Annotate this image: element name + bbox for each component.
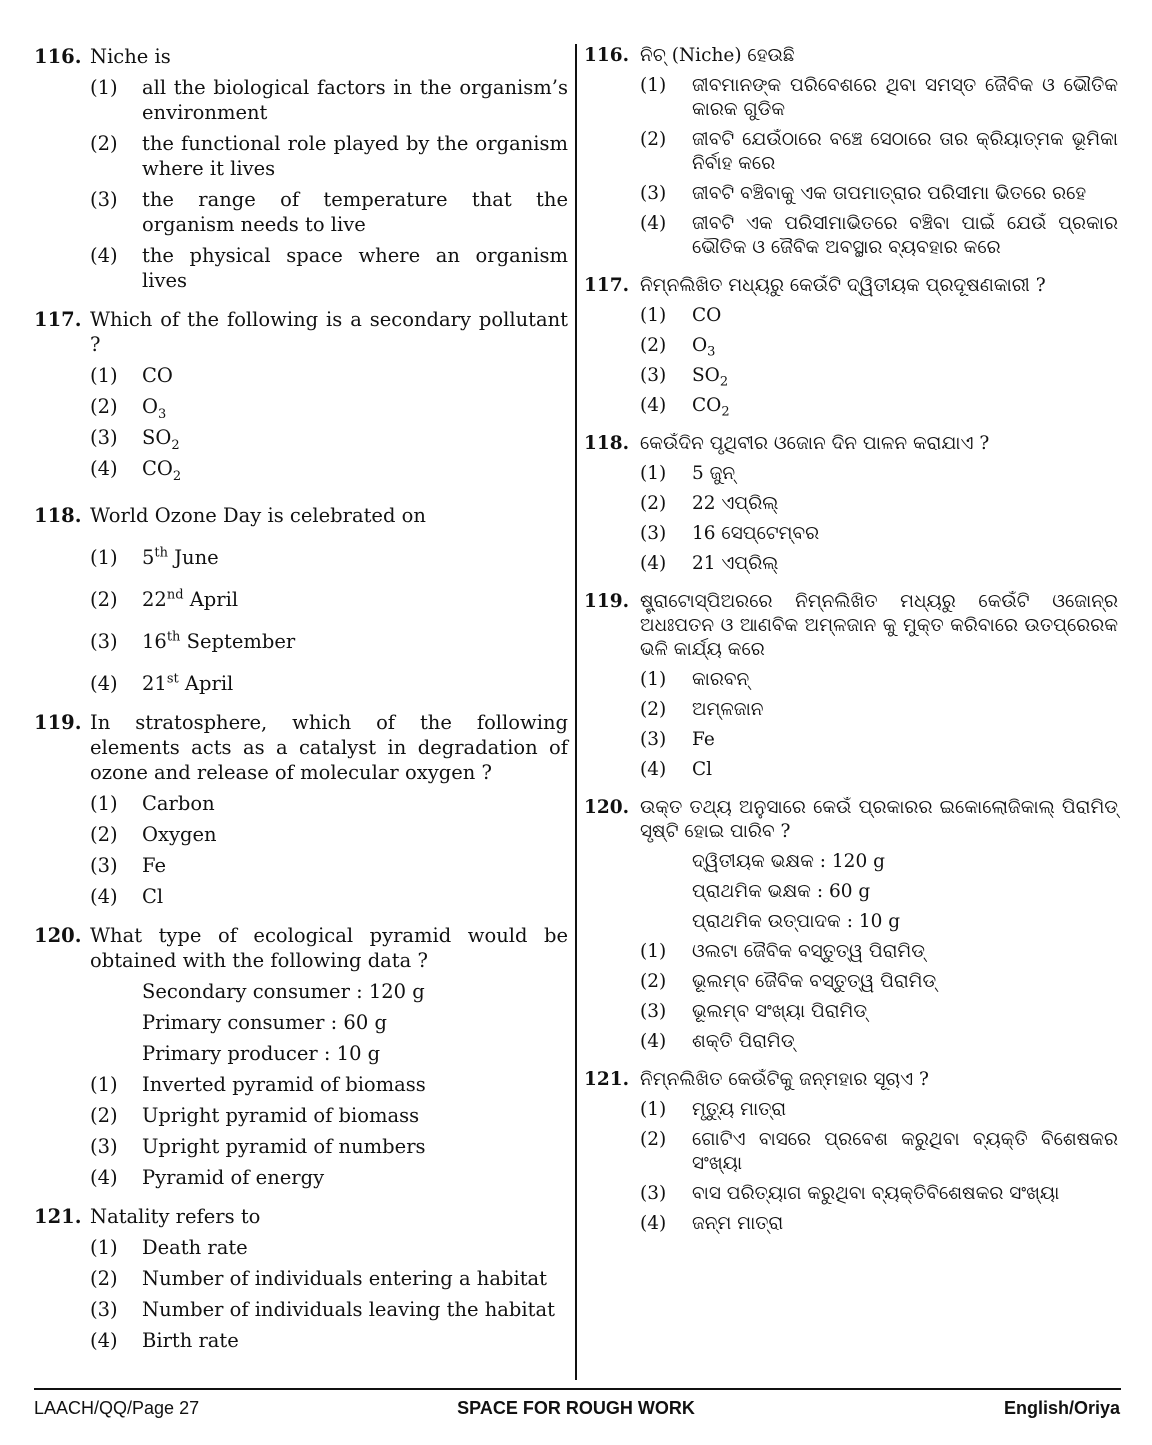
option-text: 16 ସେପ୍ଟେମ୍ବର <box>692 523 820 544</box>
question-number: 121. <box>34 1205 82 1228</box>
option-1 <box>640 1098 1118 1122</box>
question-121-en <box>34 1204 568 1353</box>
option-number: (2) <box>640 971 667 992</box>
question-number: 116. <box>584 45 630 66</box>
question-number: 118. <box>34 504 82 527</box>
option-text: ଗୋଟିଏ ବାସରେ ପ୍ରବେଶ କରୁଥିବା ବ୍ୟକ୍ତି ବିଶେଷକର ସଂଖ୍ୟା <box>692 1129 1118 1174</box>
option-text: $O_3$ <box>692 335 716 360</box>
option-1 <box>90 791 568 816</box>
option-number: (4) <box>640 1213 667 1234</box>
option-number: (1) <box>640 75 667 96</box>
question-120-en <box>34 923 568 1190</box>
question-118-en <box>34 503 568 696</box>
question-119-or <box>584 590 1118 782</box>
option-number: (1) <box>90 76 118 99</box>
page-code: LAACH/QQ/Page 27 <box>34 1398 200 1418</box>
option-text: Cl <box>692 759 713 780</box>
option-number: (1) <box>640 1099 667 1120</box>
option-1 <box>90 1235 568 1260</box>
data-line: ଦ୍ୱିତୀୟକ ଭକ୍ଷକ : 120 g <box>692 851 885 872</box>
option-text: କାରବନ୍ <box>692 669 750 690</box>
question-117-en <box>34 307 568 484</box>
option-4 <box>90 671 568 696</box>
question-number: 116. <box>34 45 82 68</box>
option-1 <box>640 940 1118 964</box>
question-number: 117. <box>584 275 630 296</box>
question-text: ଉକ୍ତ ତଥ୍ୟ ଅନୁସାରେ କେଉଁ ପ୍ରକାରର ଇକୋଲୋଜିକାଲ୍ ପିରାମିଡ୍ ସୃଷ୍ଟି ହୋଇ ପାରିବ ? <box>640 797 1118 842</box>
question-121-or <box>584 1068 1118 1236</box>
question-number: 119. <box>34 711 82 734</box>
question-119-en <box>34 710 568 909</box>
rough-work-label: SPACE FOR ROUGH WORK <box>457 1398 695 1418</box>
option-3 <box>90 629 568 654</box>
option-4 <box>640 394 1118 418</box>
option-4 <box>640 758 1118 782</box>
option-number: (4) <box>640 395 667 416</box>
option-text: Carbon <box>142 792 215 815</box>
option-4 <box>90 884 568 909</box>
option-number: (4) <box>640 213 667 234</box>
option-1 <box>90 75 568 125</box>
option-text: 16th September <box>142 629 296 653</box>
option-4 <box>640 1030 1118 1054</box>
question-text: World Ozone Day is celebrated on <box>90 504 426 527</box>
option-text: ଓଲଟା ଜୈବିକ ବସ୍ତୁତ୍ୱ ପିରାମିଡ୍ <box>692 941 925 962</box>
option-3 <box>90 425 568 453</box>
option-number: (4) <box>640 553 667 574</box>
question-text: Niche is <box>90 45 171 68</box>
option-text: Cl <box>142 885 164 908</box>
option-4 <box>640 1212 1118 1236</box>
option-number: (2) <box>640 699 667 720</box>
question-text: Which of the following is a secondary pollutant ? <box>90 308 568 356</box>
option-text: 5 ଜୁନ୍ <box>692 463 736 484</box>
option-3 <box>640 182 1118 206</box>
option-number: (4) <box>90 244 118 267</box>
option-text: $O_3$ <box>142 395 167 422</box>
option-3 <box>90 1297 568 1322</box>
option-text: ଶକ୍ତି ପିରାମିଡ୍ <box>692 1031 795 1052</box>
option-number: (2) <box>640 493 667 514</box>
option-4 <box>640 552 1118 576</box>
question-text: ନିଚ୍ (Niche) ହେଉଛି <box>640 45 795 66</box>
option-1 <box>640 462 1118 486</box>
option-2 <box>90 1266 568 1291</box>
data-line: Secondary consumer : 120 g <box>142 980 425 1003</box>
option-text: ଜୀବଟି ଏକ ପରିସୀମାଭିତରେ ବଞ୍ଚିବା ପାଇଁ ଯେଉଁ ପ୍ରକାର ଭୌତିକ ଓ ଜୈବିକ ଅବସ୍ଥାର ବ୍ୟବହାର କରେ <box>692 213 1118 258</box>
option-number: (4) <box>90 457 118 480</box>
option-number: (1) <box>90 546 118 569</box>
option-text: the functional role played by the organism where it lives <box>142 132 568 180</box>
option-text: $SO_2$ <box>142 426 180 453</box>
option-text: Inverted pyramid of biomass <box>142 1073 426 1096</box>
question-117-or <box>584 274 1118 418</box>
option-number: (3) <box>90 426 118 449</box>
option-number: (4) <box>90 672 118 695</box>
option-number: (1) <box>640 941 667 962</box>
option-number: (1) <box>90 1236 118 1259</box>
option-text: ଭୂଲମ୍ବ ସଂଖ୍ୟା ପିରାମିଡ୍ <box>692 1001 868 1022</box>
option-number: (1) <box>90 364 118 387</box>
option-number: (4) <box>90 1166 118 1189</box>
option-text: ବାସ ପରିତ୍ୟାଗ କରୁଥିବା ବ୍ୟକ୍ତିବିଶେଷକର ସଂଖ୍ୟା <box>692 1183 1060 1204</box>
option-number: (2) <box>90 588 118 611</box>
data-line: ପ୍ରାଥମିକ ଭକ୍ଷକ : 60 g <box>692 881 871 902</box>
option-2 <box>640 698 1118 722</box>
question-116-or <box>584 44 1118 260</box>
option-number: (3) <box>640 523 667 544</box>
question-text: କେଉଁଦିନ ପୃଥିବୀର ଓଜୋନ ଦିନ ପାଳନ କରାଯାଏ ? <box>640 433 990 454</box>
option-number: (1) <box>640 669 667 690</box>
question-number: 117. <box>34 308 82 331</box>
oriya-column <box>584 44 1118 1250</box>
option-text: Death rate <box>142 1236 248 1259</box>
option-2 <box>90 822 568 847</box>
option-2 <box>90 394 568 422</box>
option-3 <box>640 1182 1118 1206</box>
option-1 <box>640 74 1118 122</box>
option-2 <box>640 492 1118 516</box>
option-2 <box>90 1103 568 1128</box>
question-text: Natality refers to <box>90 1205 261 1228</box>
option-number: (1) <box>640 463 667 484</box>
option-text: Pyramid of energy <box>142 1166 325 1189</box>
option-text: the range of temperature that the organism needs to live <box>142 188 568 236</box>
question-118-or <box>584 432 1118 576</box>
option-text: $SO_2$ <box>692 365 729 390</box>
question-number: 119. <box>584 591 630 612</box>
option-number: (3) <box>90 854 118 877</box>
question-text: What type of ecological pyramid would be obtained with the following data ? <box>90 924 568 972</box>
option-4 <box>90 1328 568 1353</box>
option-text: the physical space where an organism lives <box>142 244 568 292</box>
option-text: CO <box>692 305 722 326</box>
question-number: 118. <box>584 433 630 454</box>
option-1 <box>640 668 1118 692</box>
question-116-en <box>34 44 568 293</box>
option-number: (2) <box>640 1129 667 1150</box>
option-text: Number of individuals entering a habitat <box>142 1267 547 1290</box>
footer-rule <box>34 1388 1121 1390</box>
option-number: (3) <box>90 188 118 211</box>
option-3 <box>90 187 568 237</box>
option-number: (3) <box>640 1183 667 1204</box>
option-text: 22nd April <box>142 587 239 611</box>
question-number: 121. <box>584 1069 630 1090</box>
option-text: all the biological factors in the organism’s environment <box>142 76 568 124</box>
option-number: (1) <box>90 792 118 815</box>
option-text: 21st April <box>142 671 234 695</box>
data-line: ପ୍ରାଥମିକ ଉତ୍ପାଦକ : 10 g <box>692 911 901 932</box>
option-3 <box>90 853 568 878</box>
english-column <box>34 44 568 1367</box>
option-2 <box>90 587 568 612</box>
option-text: 22 ଏପ୍ରିଲ୍ <box>692 493 779 514</box>
option-number: (2) <box>90 823 118 846</box>
option-4 <box>90 243 568 293</box>
option-1 <box>90 363 568 388</box>
option-3 <box>640 522 1118 546</box>
option-3 <box>640 728 1118 752</box>
option-number: (3) <box>640 729 667 750</box>
option-text: ମୃତ୍ୟୁ ମାତ୍ରା <box>692 1099 787 1120</box>
option-text: ଜୀବଟି ଯେଉଁଠାରେ ବଞ୍ଚେ ସେଠାରେ ତାର କ୍ରିୟାତ୍ମକ ଭୂମିକା ନିର୍ବାହ କରେ <box>692 129 1118 174</box>
column-divider <box>575 44 577 1380</box>
option-number: (1) <box>640 305 667 326</box>
option-number: (4) <box>640 759 667 780</box>
option-3 <box>640 364 1118 388</box>
option-text: ଭୂଲମ୍ବ ଜୈବିକ ବସ୍ତୁତ୍ୱ ପିରାମିଡ୍ <box>692 971 937 992</box>
language-label: English/Oriya <box>1003 1398 1120 1418</box>
option-text: Fe <box>692 729 715 750</box>
option-text: $CO_2$ <box>692 395 730 420</box>
option-number: (4) <box>640 1031 667 1052</box>
option-number: (3) <box>90 630 118 653</box>
option-2 <box>640 1128 1118 1176</box>
option-text: 21 ଏପ୍ରିଲ୍ <box>692 553 779 574</box>
option-number: (2) <box>90 132 118 155</box>
question-number: 120. <box>34 924 82 947</box>
option-number: (3) <box>640 365 667 386</box>
option-text: Birth rate <box>142 1329 239 1352</box>
option-number: (2) <box>640 129 667 150</box>
question-number: 120. <box>584 797 630 818</box>
option-text: Number of individuals leaving the habitat <box>142 1298 555 1321</box>
option-text: 5th June <box>142 545 219 569</box>
data-line: Primary consumer : 60 g <box>142 1011 387 1034</box>
option-number: (3) <box>640 1001 667 1022</box>
question-text: ଷ୍ଟ୍ରାଟୋସ୍ପିଅରରେ ନିମ୍ନଲିଖିତ ମଧ୍ୟରୁ କେଉଁଟି ଓଜୋନ୍ର ଅଧଃପତନ ଓ ଆଣବିକ ଅମ୍ଳଜାନ କୁ ମୁକ୍ତ କରିବାରେ ଉତପ୍ରେରକ ଭଳି କାର୍ଯ୍ୟ କରେ <box>640 591 1118 660</box>
option-text: ଜନ୍ମ ମାତ୍ରା <box>692 1213 784 1234</box>
option-number: (3) <box>90 1298 118 1321</box>
data-line: Primary producer : 10 g <box>142 1042 381 1065</box>
question-text: In stratosphere, which of the following elements acts as a catalyst in degradation of ozone and release of molecular oxygen ? <box>90 711 568 784</box>
option-2 <box>640 970 1118 994</box>
option-text: ଜୀବମାନଙ୍କ ପରିବେଶରେ ଥିବା ସମସ୍ତ ଜୈବିକ ଓ ଭୌତିକ କାରକ ଗୁଡିକ <box>692 75 1118 120</box>
option-2 <box>640 128 1118 176</box>
option-1 <box>90 545 568 570</box>
option-number: (2) <box>90 1104 118 1127</box>
option-1 <box>90 1072 568 1097</box>
option-number: (2) <box>90 395 118 418</box>
question-text: ନିମ୍ନଲିଖିତ କେଉଁଟିକୁ ଜନ୍ମହାର ସୂଚାଏ ? <box>640 1069 929 1090</box>
option-number: (4) <box>90 885 118 908</box>
option-4 <box>640 212 1118 260</box>
option-2 <box>90 131 568 181</box>
option-4 <box>90 456 568 484</box>
option-text: CO <box>142 364 173 387</box>
option-text: $CO_2$ <box>142 457 182 484</box>
option-text: Upright pyramid of biomass <box>142 1104 420 1127</box>
option-2 <box>640 334 1118 358</box>
option-text: Fe <box>142 854 167 877</box>
option-4 <box>90 1165 568 1190</box>
option-1 <box>640 304 1118 328</box>
option-text: ଜୀବଟି ବଞ୍ଚିବାକୁ ଏକ ତାପମାତ୍ରାର ପରିସୀମା ଭିତରେ ରହେ <box>692 183 1087 204</box>
option-number: (3) <box>90 1135 118 1158</box>
question-120-or <box>584 796 1118 1054</box>
option-number: (2) <box>640 335 667 356</box>
option-text: ଅମ୍ଳଜାନ <box>692 699 764 720</box>
option-number: (1) <box>90 1073 118 1096</box>
option-text: Oxygen <box>142 823 217 846</box>
option-number: (2) <box>90 1267 118 1290</box>
option-number: (4) <box>90 1329 118 1352</box>
option-3 <box>640 1000 1118 1024</box>
option-3 <box>90 1134 568 1159</box>
option-text: Upright pyramid of numbers <box>142 1135 426 1158</box>
question-text: ନିମ୍ନଲିଖିତ ମଧ୍ୟରୁ କେଉଁଟି ଦ୍ୱିତୀୟକ ପ୍ରଦୂଷଣକାରୀ ? <box>640 275 1046 296</box>
option-number: (3) <box>640 183 667 204</box>
